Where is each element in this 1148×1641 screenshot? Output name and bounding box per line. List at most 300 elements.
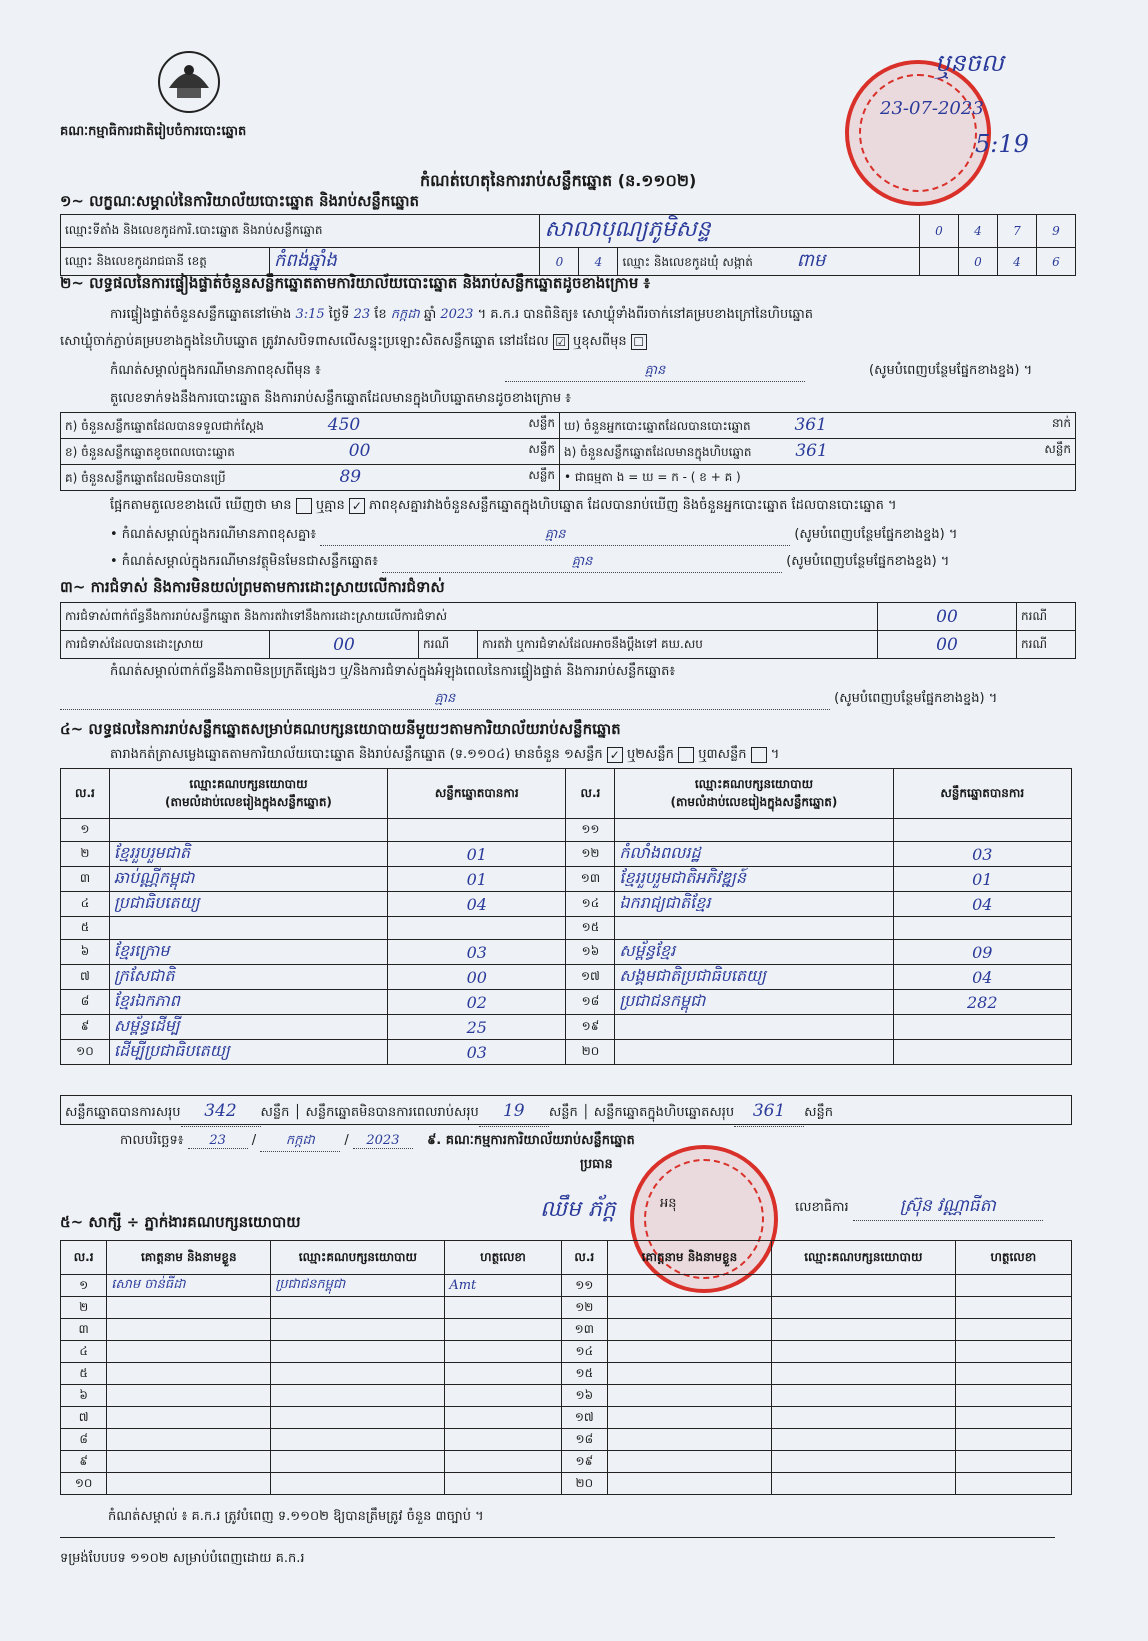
witness-party: [772, 1385, 956, 1407]
party-name: ប្រជាធិបតេយ្យ: [109, 892, 387, 917]
witness-no: ១៨: [561, 1429, 607, 1451]
total-invalid: 19: [479, 1096, 549, 1127]
different-checkbox[interactable]: ☐: [631, 334, 647, 350]
witness-signature: [445, 1341, 561, 1363]
witness-party: [271, 1363, 445, 1385]
witness-signature: [955, 1363, 1071, 1385]
witness-party: [772, 1275, 956, 1297]
witness-name: [107, 1319, 271, 1341]
party-name: សម្ព័ន្ធខ្មែរ: [615, 940, 893, 965]
col-name: គោត្តនាម និងនាមខ្លួន: [107, 1241, 271, 1275]
witness-row: [61, 1473, 1072, 1495]
unit: សន្លឹក: [260, 1105, 290, 1120]
has-difference-checkbox[interactable]: [296, 498, 312, 514]
party-votes: 02: [388, 990, 566, 1015]
votes-row: [61, 990, 1072, 1015]
stamp-date: 23-07-2023: [880, 98, 984, 119]
chair-signature: ឈឹម ភ័ក្ត: [540, 1197, 616, 1222]
party-votes: 01: [388, 867, 566, 892]
party-votes: [388, 819, 566, 842]
witness-no: ៧: [61, 1407, 107, 1429]
stamp-handwriting: ឬ​ន​ចល: [935, 49, 1004, 77]
figure-cell: [560, 439, 1076, 465]
witness-name: [607, 1341, 771, 1363]
witness-name: [607, 1473, 771, 1495]
party-name: ខ្មែររួបរួមជាតិ: [109, 842, 387, 867]
party-name: ដើម្បីប្រជាធិបតេយ្យ: [109, 1040, 387, 1065]
same-checkbox[interactable]: ☑: [553, 334, 569, 350]
witness-name: [107, 1297, 271, 1319]
total-in-box: 361: [734, 1096, 804, 1127]
witness-signature: [445, 1297, 561, 1319]
text: ការផ្ទៀងផ្ទាត់ចំនួនសន្លឹកឆ្នោតនៅម៉ោង: [110, 307, 292, 322]
label: ង) ចំនួនសន្លឹកឆ្នោតដែលមានក្នុងហិបឆ្នោត: [564, 445, 752, 459]
irregularity-label: កំណត់សម្គាល់ពាក់ព័ន្ធនឹងភាពមិនប្រក្រតីផ្សេងៗ ឬ/និងការជំទាស់ក្នុងអំឡុងពេលនៃការផ្ទៀងផ្ទាត់ និងការរាប់សន្លឹកឆ្នោត៖: [110, 664, 676, 679]
difference-note-value: គ្មាន: [320, 526, 790, 546]
text: ឬគ្មាន: [315, 498, 345, 513]
unit: ករណី: [419, 631, 478, 659]
witness-name: [607, 1451, 771, 1473]
witness-name: [607, 1297, 771, 1319]
col-name: គោត្តនាម និងនាមខ្លួន: [607, 1241, 771, 1275]
party-votes: 04: [893, 892, 1071, 917]
party-votes: 04: [388, 892, 566, 917]
party-votes: [893, 1040, 1071, 1065]
change-note-value: គ្មាន: [505, 362, 805, 382]
party-votes: 03: [893, 842, 1071, 867]
party-name: ក្រសែ​ជាតិ: [109, 965, 387, 990]
label: កំណត់សម្គាល់ក្នុងករណីមានភាពខុសពីមុន ៖: [110, 363, 321, 378]
label: សន្លឹកឆ្នោតមិនបានការពេលរាប់សរុប: [305, 1105, 479, 1120]
seal-line: [60, 333, 647, 352]
party-name: ខ្មែរឯកភាព: [109, 990, 387, 1015]
witness-name: [107, 1429, 271, 1451]
votes-table: [60, 768, 1072, 1065]
party-no: ១៨: [566, 990, 615, 1015]
witness-party: [772, 1341, 956, 1363]
province-value: កំពង់ឆ្នាំង: [270, 248, 540, 276]
votes-row: [61, 1040, 1072, 1065]
hint: (សូមបំពេញបន្ថែមផ្នែកខាងខ្នង) ។: [869, 363, 1033, 378]
province-code-digit: 4: [579, 248, 618, 276]
party-name: ខ្មែរក្រោម: [109, 940, 387, 965]
witness-party: [772, 1363, 956, 1385]
witness-no: ១១: [561, 1275, 607, 1297]
party-votes: [893, 1015, 1071, 1040]
hint: (សូមបំពេញបន្ថែមផ្នែកខាងខ្នង) ។: [794, 527, 958, 542]
witness-row: [61, 1341, 1072, 1363]
witness-signature: [445, 1407, 561, 1429]
witness-party: ប្រជាជនកម្ពុជា: [271, 1275, 445, 1297]
text: ឬខុសពីមុន: [572, 334, 627, 349]
witness-signature: [955, 1451, 1071, 1473]
resolved-label: ការជំទាស់ដែលបានដោះស្រាយ: [61, 631, 270, 659]
party-no: ១៥: [566, 917, 615, 940]
objections-count: 00: [878, 603, 1017, 631]
party-votes: 03: [388, 940, 566, 965]
figures-table: [60, 412, 1076, 491]
text: ឆ្នាំ: [423, 307, 437, 322]
col-no: ល.រ: [561, 1241, 607, 1275]
witness-row: [61, 1363, 1072, 1385]
votes-row: [61, 892, 1072, 917]
witness-signature: [445, 1473, 561, 1495]
appeal-count: 00: [878, 631, 1017, 659]
party-no: ៤: [61, 892, 110, 917]
verification-line: [110, 306, 1070, 325]
witness-party: [271, 1341, 445, 1363]
figure-cell: [61, 465, 560, 491]
irregularity-note: [60, 690, 997, 710]
witness-no: ៣: [61, 1319, 107, 1341]
label: លេខាធិការ: [795, 1200, 849, 1215]
party-name: [615, 819, 893, 842]
witness-party: [772, 1429, 956, 1451]
party-no: ៩: [61, 1015, 110, 1040]
box-ballots: 361: [795, 441, 828, 461]
location-label: ឈ្មោះទីតាំង និងលេខកូដការិ.បោះឆ្នោត និងរាប់សន្លឹកឆ្នោត: [61, 215, 540, 248]
witness-name: សោម ចាន់ធីដា: [107, 1275, 271, 1297]
party-votes: [893, 917, 1071, 940]
witness-name: [607, 1385, 771, 1407]
verification-time: 3:15: [295, 307, 325, 322]
difference-note: [110, 526, 957, 546]
witness-no: ១៤: [561, 1341, 607, 1363]
unit: នាក់: [1051, 416, 1071, 430]
formula-cell: • ជាធម្មតា ង = ឃ = ក - ( ខ + គ ): [560, 465, 1076, 491]
witness-name: [107, 1407, 271, 1429]
label: ឃ) ចំនួនអ្នកបោះឆ្នោតដែលបានបោះឆ្នោត: [564, 419, 751, 433]
party-no: ១៣: [566, 867, 615, 892]
text: ផ្អែកតាមតួលេខខាងលើ ឃើញថា មាន: [110, 498, 292, 513]
label: • កំណត់សម្គាល់ក្នុងករណីមានវត្ថុមិនមែនជាសន្លឹកឆ្នោត៖: [110, 554, 378, 569]
verification-year: 2023: [440, 307, 474, 322]
party-no: ៨: [61, 990, 110, 1015]
foreign-object-note-value: គ្មាន: [382, 553, 782, 573]
witness-no: ១៧: [561, 1407, 607, 1429]
text: ឬ៣សន្លឹក: [698, 747, 747, 762]
party-votes: 01: [388, 842, 566, 867]
party-no: ១២: [566, 842, 615, 867]
code-digit: 9: [1037, 215, 1076, 248]
footer-rule: [60, 1537, 1055, 1538]
text: សោឃ្លុំចាក់ភ្ជាប់គម្របខាងក្នុងនៃហិបឆ្នោត ត្រូវរាសបិទពាសលើសន្ទុះប្រឡោះសិតសន្លឹកឆ្នោត នៅដដែល: [60, 334, 549, 349]
witness-signature: [445, 1319, 561, 1341]
witness-name: [607, 1275, 771, 1297]
witness-no: ១២: [561, 1297, 607, 1319]
unit: សន្លឹក: [548, 1105, 578, 1120]
form-label: ទម្រង់បែបបទ ១១០២ សម្រាប់បំពេញដោយ គ.ក.រ: [60, 1551, 305, 1566]
label: គ) ចំនួនសន្លឹកឆ្នោតដែលមិនបានប្រើ: [65, 471, 226, 485]
witness-signature: [955, 1385, 1071, 1407]
foreign-object-note: [110, 553, 949, 573]
hint: (សូមបំពេញបន្ថែមផ្នែកខាងខ្នង) ។: [834, 691, 998, 706]
figure-cell: [560, 413, 1076, 439]
label: កាលបរិច្ឆេទ៖: [120, 1133, 184, 1148]
objections-table: [60, 602, 1076, 659]
party-name: ឯករាជ្យជាតិខ្មែរ: [615, 892, 893, 917]
party-name: [615, 917, 893, 940]
signing-date: កាលបរិច្ឆេទ៖ 23 / កក្កដា / 2023 ៩. គណៈកម្មការការិយាល័យរាប់សន្លឹកឆ្នោត: [120, 1132, 635, 1152]
witness-row: [61, 1429, 1072, 1451]
votes-row: [61, 819, 1072, 842]
voters-count: 361: [794, 415, 827, 435]
member-label: អនុ: [660, 1196, 677, 1211]
unit: ករណី: [1017, 631, 1076, 659]
witness-name: [607, 1319, 771, 1341]
witness-party: [271, 1385, 445, 1407]
col-no: ល.រ: [61, 1241, 107, 1275]
code-digit: 7: [998, 215, 1037, 248]
col-party: ឈ្មោះគណបក្សនយោបាយ: [772, 1241, 956, 1275]
party-votes: 00: [388, 965, 566, 990]
party-no: ៦: [61, 940, 110, 965]
party-no: ២: [61, 842, 110, 867]
totals-row: សន្លឹកឆ្នោតបានការសរុប 342 សន្លឹក │ សន្លឹកឆ្នោតមិនបានការពេលរាប់សរុប 19 សន្លឹក │ សន្លឹកឆ្នោតក្នុងហិបឆ្នោតសរុប 361 សន្លឹក: [60, 1095, 1072, 1125]
secretary-line: [795, 1195, 1043, 1221]
party-no: ១៦: [566, 940, 615, 965]
witness-name: [107, 1385, 271, 1407]
unused-ballots: 89: [339, 467, 362, 487]
witness-party: [772, 1451, 956, 1473]
witness-name: [107, 1341, 271, 1363]
witness-signature: [955, 1275, 1071, 1297]
votes-row: [61, 965, 1072, 990]
party-no: ១៩: [566, 1015, 615, 1040]
date-month: កក្កដា: [260, 1132, 340, 1152]
text: ថ្ងៃទី: [328, 307, 350, 322]
change-note: [110, 362, 1032, 382]
province-code-digit: 0: [540, 248, 579, 276]
hint: (សូមបំពេញបន្ថែមផ្នែកខាងខ្នង) ។: [786, 554, 950, 569]
resolved-count: 00: [270, 631, 419, 659]
chair-label: ប្រធាន: [580, 1157, 613, 1172]
witness-party: [772, 1319, 956, 1341]
date-day: 23: [188, 1133, 248, 1149]
witness-signature: [955, 1341, 1071, 1363]
col-no: ល.រ: [566, 769, 615, 819]
code-digit: 4: [959, 215, 998, 248]
date-year: 2023: [353, 1133, 413, 1149]
col-votes: សន្លឹកឆ្នោតបានការ: [388, 769, 566, 819]
org-name: គណៈកម្មាធិការជាតិរៀបចំការបោះឆ្នោត: [60, 124, 247, 139]
col-sign: ហត្ថលេខា: [955, 1241, 1071, 1275]
unit: ករណី: [1017, 603, 1076, 631]
votes-row: [61, 917, 1072, 940]
section5-title: ៥~ សាក្សី ÷ ភ្នាក់ងារគណបក្សនយោបាយ: [60, 1213, 301, 1231]
witness-signature: [955, 1297, 1071, 1319]
footer-note: កំណត់សម្គាល់ ៖ គ.ក.រ ត្រូវបំពេញ ទ.១១០២ ឱ្យបានត្រឹមត្រូវ ចំនួន ៣ច្បាប់ ។: [108, 1509, 484, 1524]
party-name: សង្គមជាតិប្រជាធិបតេយ្យ: [615, 965, 893, 990]
figure-cell: [61, 413, 560, 439]
witness-party: [772, 1297, 956, 1319]
code-digit: 0: [920, 215, 959, 248]
col-sign: ហត្ថលេខា: [445, 1241, 561, 1275]
unit: សន្លឹក: [1044, 442, 1071, 456]
figure-cell: [61, 439, 560, 465]
section1-title: ១~ លក្ខណៈសម្គាល់នៃការិយាល័យបោះឆ្នោត និងរាប់សន្លឹកឆ្នោត: [60, 192, 420, 210]
witness-signature: [445, 1363, 561, 1385]
section2-title: ២~ លទ្ធផលនៃការផ្ទៀងផ្ទាត់ចំនួនសន្លឹកឆ្នោតតាមការិយាល័យបោះឆ្នោត និងរាប់សន្លឹកឆ្នោតដូចខាងក្រោម ៖: [60, 274, 651, 292]
party-no: ១: [61, 819, 110, 842]
figures-intro: តួលេខទាក់ទងនឹងការបោះឆ្នោត និងការរាប់សន្លឹកឆ្នោតដែលមានក្នុងហិបឆ្នោតមានដូចខាងក្រោម ៖: [110, 391, 571, 406]
committee-label: ៩. គណៈកម្មការការិយាល័យរាប់សន្លឹកឆ្នោត: [427, 1133, 635, 1148]
witness-no: ២: [61, 1297, 107, 1319]
witness-party: [271, 1297, 445, 1319]
witness-row: [61, 1297, 1072, 1319]
text: ។ គ.ក.រ បានពិនិត្យ៖ សោឃ្លុំទាំងពីរចាក់នៅគម្របខាងក្រៅនៃហិបឆ្នោត: [477, 307, 813, 322]
commune-cell: [618, 248, 920, 276]
party-name: [109, 819, 387, 842]
witness-name: [607, 1429, 771, 1451]
witness-no: ៨: [61, 1429, 107, 1451]
witness-signature: [955, 1429, 1071, 1451]
witness-party: [271, 1429, 445, 1451]
unit: សន្លឹក: [528, 442, 555, 456]
witness-name: [607, 1363, 771, 1385]
witness-name: [107, 1473, 271, 1495]
difference-line: [110, 497, 897, 516]
witness-row: [61, 1385, 1072, 1407]
stamp-time: 5:19: [975, 130, 1029, 158]
party-votes: 282: [893, 990, 1071, 1015]
witness-row: [61, 1407, 1072, 1429]
witness-table: [60, 1240, 1072, 1495]
party-no: ៣: [61, 867, 110, 892]
witness-signature: [445, 1429, 561, 1451]
witness-signature: [955, 1407, 1071, 1429]
witness-party: [271, 1319, 445, 1341]
witness-no: ១: [61, 1275, 107, 1297]
witness-name: [107, 1363, 271, 1385]
witness-no: ២០: [561, 1473, 607, 1495]
label: • កំណត់សម្គាល់ក្នុងករណីមានភាពខុសគ្នា៖: [110, 527, 317, 542]
location-value: សាលាបុណ្យភូមិសន្ទ: [540, 215, 920, 248]
votes-row: [61, 867, 1072, 892]
witness-no: ១៥: [561, 1363, 607, 1385]
votes-row: [61, 1015, 1072, 1040]
text: ឬ២សន្លឹក: [626, 747, 674, 762]
commune-value: ពាម: [796, 250, 826, 271]
page-title: កំណត់ហេតុនៃការរាប់សន្លឹកឆ្នោត (ន.១១០២): [420, 171, 697, 190]
witness-row: [61, 1319, 1072, 1341]
commune-code-digit: 6: [1037, 248, 1076, 276]
col-party: ឈ្មោះគណបក្សនយោបាយ: [271, 1241, 445, 1275]
witness-party: [271, 1473, 445, 1495]
party-votes: [388, 917, 566, 940]
two-sheet-checkbox[interactable]: [678, 747, 694, 763]
witness-row: [61, 1275, 1072, 1297]
witness-party: [271, 1407, 445, 1429]
section1-table: [60, 214, 1076, 276]
party-votes: 01: [893, 867, 1071, 892]
section4-title: ៤~ លទ្ធផលនៃការរាប់សន្លឹកឆ្នោតសម្រាប់គណបក្សនយោបាយនីមួយៗតាមការិយាល័យរាប់សន្លឹកឆ្នោត: [60, 720, 621, 738]
party-name: ខ្មែររួបរួមជាតិអភិវឌ្ឍន៍: [615, 867, 893, 892]
witness-signature: [955, 1473, 1071, 1495]
appeal-label: ការតវ៉ា ឬការជំទាស់ដែលអាចនឹងប្ដឹងទៅ គឃ.សប: [478, 631, 878, 659]
commune-label: ឈ្មោះ និងលេខកូដឃុំ សង្កាត់: [622, 255, 753, 269]
party-name: [615, 1015, 893, 1040]
party-no: ១៧: [566, 965, 615, 990]
party-name: កំលាំងពលរដ្ឋ: [615, 842, 893, 867]
witness-no: ៥: [61, 1363, 107, 1385]
party-name: [615, 1040, 893, 1065]
party-no: ៧: [61, 965, 110, 990]
text: តារាងកត់ត្រាសម្លេងឆ្នោតតាមការិយាល័យបោះឆ្នោត និងរាប់សន្លឹកឆ្នោត (ទ.១១០៤) មានចំនួន ១សន្លឹក: [110, 747, 603, 762]
tally-sheet-line: តារាងកត់ត្រាសម្លេងឆ្នោតតាមការិយាល័យបោះឆ្នោត និងរាប់សន្លឹកឆ្នោត (ទ.១១០៤) មានចំនួន ១សន្លឹក ✓ ឬ២សន្លឹក ឬ៣សន្លឹក ។: [110, 747, 780, 762]
witness-party: [772, 1407, 956, 1429]
witness-signature: [445, 1451, 561, 1473]
witness-no: ៤: [61, 1341, 107, 1363]
section3-title: ៣~ ការជំទាស់ និងការមិនយល់ព្រមតាមការដោះស្រាយលើការជំទាស់: [60, 578, 445, 596]
text: ខែ: [374, 307, 387, 322]
witness-signature: Amt: [445, 1275, 561, 1297]
col-votes: សន្លឹកឆ្នោតបានការ: [893, 769, 1071, 819]
col-party: ឈ្មោះគណបក្សនយោបាយ (តាមលំដាប់លេខរៀងក្នុងសន្លឹកឆ្នោត): [109, 769, 387, 819]
witness-no: ១៣: [561, 1319, 607, 1341]
received-ballots: 450: [327, 415, 361, 435]
label: សន្លឹកឆ្នោតក្នុងហិបឆ្នោតសរុប: [593, 1105, 735, 1120]
three-sheet-checkbox[interactable]: [751, 747, 767, 763]
party-no: ១០: [61, 1040, 110, 1065]
votes-row: [61, 940, 1072, 965]
party-name: ឆាប់ណ្ណីកម្ពុជា: [109, 867, 387, 892]
party-no: ១១: [566, 819, 615, 842]
witness-name: [607, 1407, 771, 1429]
label: សន្លឹកឆ្នោតបានការសរុប: [65, 1105, 181, 1120]
secretary-signature: ស្រ៊ុន វណ្ណាធីតា: [853, 1195, 1043, 1221]
witness-signature: [445, 1385, 561, 1407]
total-valid: 342: [181, 1096, 261, 1127]
spoiled-ballots: 00: [348, 441, 371, 461]
party-name: [109, 917, 387, 940]
votes-row: [61, 842, 1072, 867]
party-votes: 04: [893, 965, 1071, 990]
party-votes: 09: [893, 940, 1071, 965]
party-no: ២០: [566, 1040, 615, 1065]
witness-party: [271, 1451, 445, 1473]
no-difference-checkbox[interactable]: ✓: [349, 498, 365, 514]
commune-code-digit: 0: [959, 248, 998, 276]
witness-signature: [955, 1319, 1071, 1341]
party-votes: 25: [388, 1015, 566, 1040]
one-sheet-checkbox[interactable]: ✓: [607, 747, 623, 763]
witness-party: [772, 1473, 956, 1495]
province-label: ឈ្មោះ និងលេខកូដរាជធានី ខេត្ត: [61, 248, 270, 276]
witness-row: [61, 1451, 1072, 1473]
label: ក) ចំនួនសន្លឹកឆ្នោតដែលបានទទួលជាក់ស្ដែង: [65, 419, 264, 433]
unit: សន្លឹក: [528, 416, 555, 430]
witness-no: ១៦: [561, 1385, 607, 1407]
witness-no: ៦: [61, 1385, 107, 1407]
party-name: ប្រជាជនកម្ពុជា: [615, 990, 893, 1015]
witness-no: ៩: [61, 1451, 107, 1473]
verification-month: កក្កដា: [390, 307, 420, 322]
party-no: ៥: [61, 917, 110, 940]
party-name: សម្ព័ន្ធដើម្បី: [109, 1015, 387, 1040]
party-no: ១៤: [566, 892, 615, 917]
col-no: ល.រ: [61, 769, 110, 819]
objections-label: ការជំទាស់ពាក់ព័ន្ធនឹងការរាប់សន្លឹកឆ្នោត និងការតវ៉ាទៅនឹងការដោះស្រាយលើការជំទាស់: [61, 603, 878, 631]
col-party: ឈ្មោះគណបក្សនយោបាយ (តាមលំដាប់លេខរៀងក្នុងសន្លឹកឆ្នោត): [615, 769, 893, 819]
verification-day: 23: [353, 307, 371, 322]
unit: សន្លឹក: [528, 468, 555, 482]
witness-no: ១៩: [561, 1451, 607, 1473]
party-votes: [893, 819, 1071, 842]
party-votes: 03: [388, 1040, 566, 1065]
irregularity-note-value: គ្មាន: [60, 690, 830, 710]
royal-emblem-icon: [155, 48, 223, 116]
